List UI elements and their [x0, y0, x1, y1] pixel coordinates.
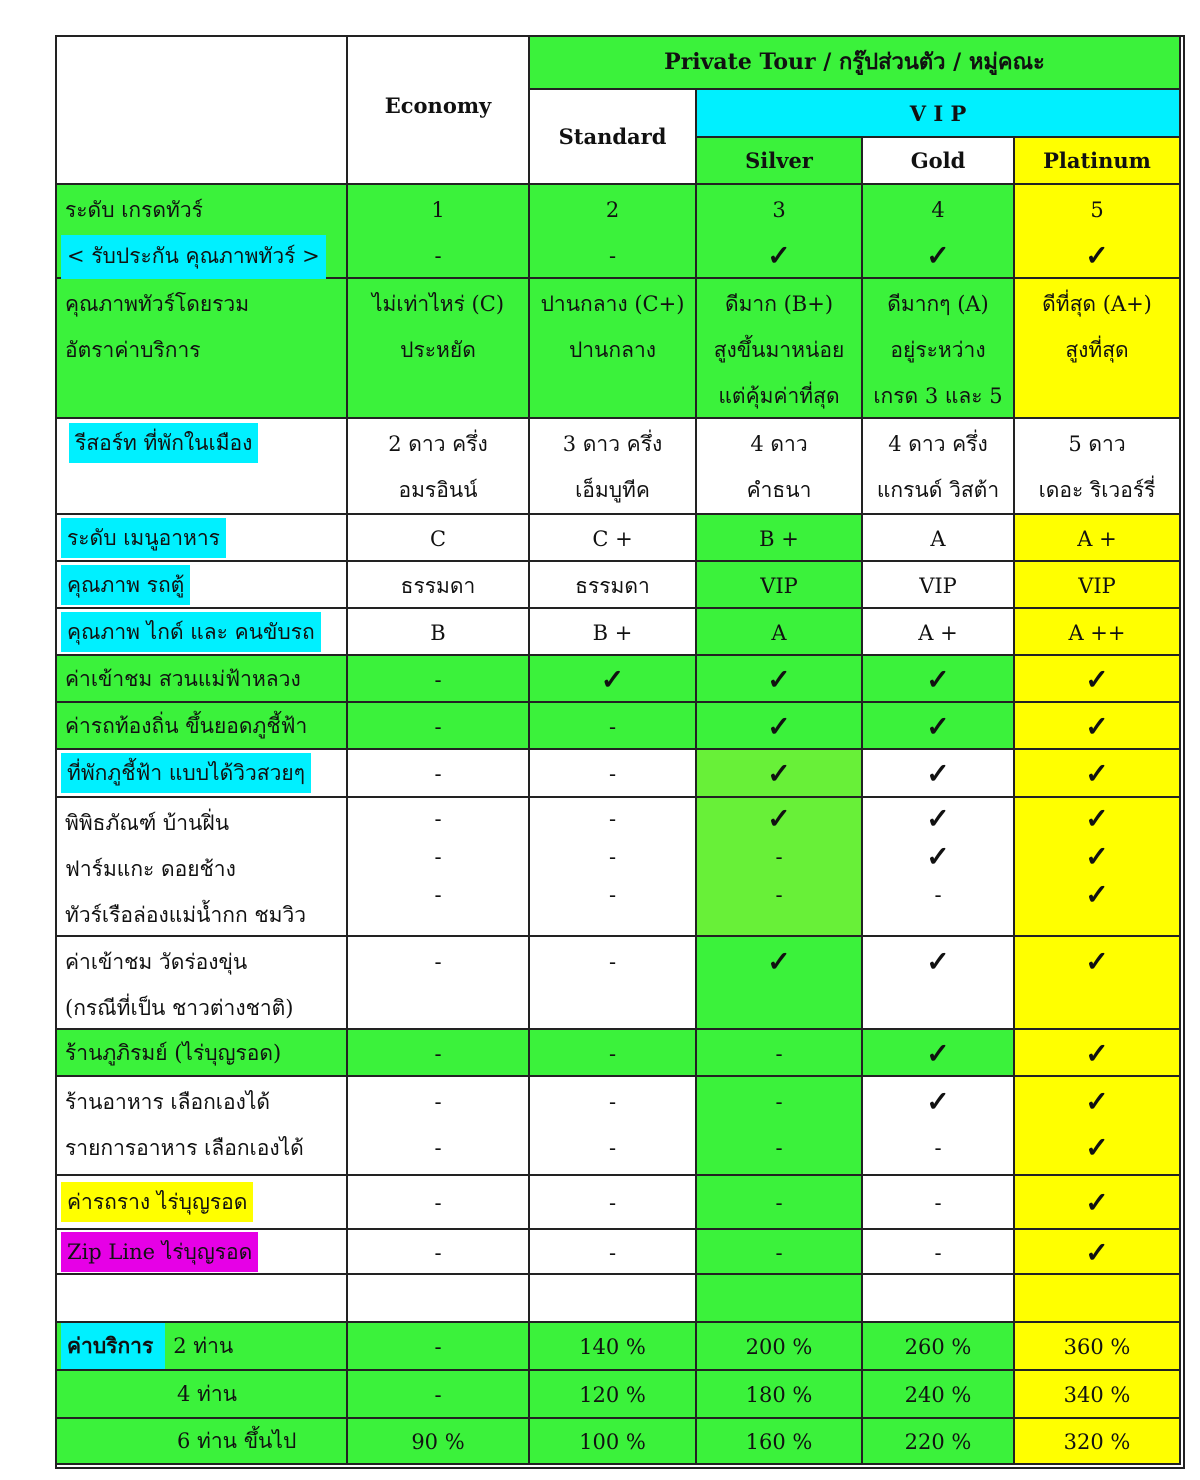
check-icon: ✓ — [767, 802, 791, 835]
cell-text: - — [608, 950, 617, 974]
check-icon: ✓ — [1085, 1236, 1109, 1269]
cell-text: - — [775, 845, 783, 869]
row-label-phuchifa — [55, 750, 348, 798]
cell-text: 4 — [931, 198, 945, 222]
cell-shop-gold — [863, 1030, 1015, 1077]
cell-text: 1 — [431, 198, 445, 222]
cell-price2-gold — [863, 1323, 1015, 1371]
cell-resort-economy — [348, 419, 530, 515]
cell-text: - — [434, 950, 442, 974]
cell-phuchifa-standard — [530, 750, 697, 798]
check-icon: ✓ — [767, 709, 791, 743]
cell-quality-platinum — [1015, 279, 1181, 419]
header-private-tour: Private Tour / กรู๊ปส่วนตัว / หมู่คณะ — [530, 35, 1181, 90]
cell-text: ประหยัด — [400, 338, 476, 362]
cell-shop-silver — [697, 1030, 863, 1077]
cell-food-platinum — [1015, 515, 1181, 562]
cell-localcar-standard — [530, 703, 697, 750]
cell-text: - — [434, 1383, 442, 1407]
cell-text: 140 % — [579, 1335, 646, 1359]
cell-text: 320 % — [1063, 1430, 1131, 1454]
row-label-text: พิพิธภัณฑ์ บ้านฝิ่น — [65, 811, 230, 835]
cell-text: A ++ — [1068, 620, 1126, 645]
cell-text: - — [775, 1090, 783, 1114]
row-label-blank — [55, 1275, 348, 1323]
cell-text: A + — [918, 620, 958, 645]
cell-text: VIP — [1078, 573, 1116, 598]
cell-text: 3 — [772, 198, 786, 222]
cell-garden-gold — [863, 656, 1015, 703]
check-icon: ✓ — [1085, 840, 1109, 873]
check-icon: ✓ — [1085, 945, 1109, 978]
cell-text: A — [930, 526, 946, 551]
cell-text: 360 % — [1063, 1335, 1131, 1359]
row-label-shop — [55, 1030, 348, 1077]
cell-zipline-gold — [863, 1230, 1015, 1275]
row-label-museum — [55, 798, 348, 937]
cell-text: ธรรมดา — [400, 573, 476, 598]
cell-text: 4 ดาว ครึ่ง — [888, 432, 988, 456]
cell-text: - — [434, 1136, 442, 1160]
cell-grade-silver — [697, 185, 863, 279]
cell-text: - — [775, 1041, 783, 1066]
cell-text: 160 % — [745, 1430, 813, 1454]
cell-zipline-platinum — [1015, 1230, 1181, 1275]
cell-resort-gold — [863, 419, 1015, 515]
cell-text: เอ็มบูทีค — [575, 478, 650, 502]
row-label-text: ค่ารถท้องถิ่น ขึ้นยอดภูชี้ฟ้า — [65, 713, 308, 738]
cell-restaurant-gold — [863, 1077, 1015, 1176]
row-label-text: คุณภาพ ไกด์ และ คนขับรถ — [61, 612, 321, 652]
cell-blank-standard — [530, 1275, 697, 1323]
cell-temple-gold — [863, 937, 1015, 1030]
cell-text: อมรอินน์ — [398, 478, 478, 502]
cell-localcar-economy — [348, 703, 530, 750]
row-label-restaurant — [55, 1077, 348, 1176]
row-label-text: ค่าบริการ — [61, 1323, 165, 1369]
cell-text: VIP — [760, 573, 798, 598]
cell-price4-gold — [863, 1371, 1015, 1419]
cell-text: B + — [759, 526, 799, 551]
cell-text: - — [775, 1136, 783, 1160]
cell-text: 3 ดาว ครึ่ง — [562, 432, 663, 456]
row-label-zipline — [55, 1230, 348, 1275]
cell-price2-standard — [530, 1323, 697, 1371]
cell-zipline-silver — [697, 1230, 863, 1275]
cell-text: C + — [592, 526, 633, 551]
cell-phuchifa-platinum — [1015, 750, 1181, 798]
cell-text: - — [608, 714, 617, 739]
row-label-price2 — [55, 1323, 348, 1371]
cell-text: - — [934, 883, 942, 907]
cell-blank-gold — [863, 1275, 1015, 1323]
row-label-text: คุณภาพทัวร์โดยรวม — [65, 292, 250, 316]
cell-text: - — [608, 1041, 617, 1066]
cell-restaurant-standard — [530, 1077, 697, 1176]
corner-cell — [55, 35, 348, 185]
cell-text: 2 ดาว ครึ่ง — [388, 432, 488, 456]
cell-van-standard — [530, 562, 697, 609]
cell-text: คำธนา — [746, 478, 812, 502]
cell-museum-economy — [348, 798, 530, 937]
cell-zipline-standard — [530, 1230, 697, 1275]
cell-quality-economy — [348, 279, 530, 419]
cell-text: - — [608, 845, 617, 869]
cell-text: 120 % — [579, 1383, 646, 1407]
cell-text: 260 % — [904, 1335, 972, 1359]
cell-text: - — [434, 1335, 442, 1359]
cell-text: - — [434, 714, 442, 739]
row-label-text: ฟาร์มแกะ ดอยช้าง — [65, 857, 236, 881]
cell-text: ปานกลาง (C+) — [540, 292, 685, 316]
cell-text: - — [608, 807, 617, 831]
cell-phuchifa-economy — [348, 750, 530, 798]
cell-text: 180 % — [745, 1383, 813, 1407]
cell-resort-platinum — [1015, 419, 1181, 515]
cell-price6-economy — [348, 1419, 530, 1465]
cell-van-economy — [348, 562, 530, 609]
cell-blank-silver — [697, 1275, 863, 1323]
cell-text: 5 — [1090, 198, 1104, 222]
cell-resort-silver — [697, 419, 863, 515]
cell-food-economy — [348, 515, 530, 562]
check-icon: ✓ — [926, 1036, 950, 1070]
cell-price2-silver — [697, 1323, 863, 1371]
cell-text: - — [775, 1241, 783, 1265]
cell-garden-standard — [530, 656, 697, 703]
cell-text: B — [430, 620, 446, 645]
cell-text: ดีมากๆ (A) — [887, 292, 989, 316]
cell-shop-platinum — [1015, 1030, 1181, 1077]
cell-restaurant-silver — [697, 1077, 863, 1176]
cell-shop-economy — [348, 1030, 530, 1077]
row-label-text: อัตราค่าบริการ — [65, 338, 201, 362]
cell-restaurant-platinum — [1015, 1077, 1181, 1176]
cell-phuchifa-silver — [697, 750, 863, 798]
cell-temple-standard — [530, 937, 697, 1030]
cell-text: ดีมาก (B+) — [724, 292, 834, 316]
cell-text: แกรนด์ วิสต้า — [876, 478, 1000, 502]
cell-text: - — [608, 244, 617, 268]
row-label-text: คุณภาพ รถตู้ — [61, 565, 190, 605]
cell-tram-gold — [863, 1176, 1015, 1230]
cell-text: - — [608, 1136, 617, 1160]
cell-shop-standard — [530, 1030, 697, 1077]
cell-text: ไม่เท่าไหร่ (C) — [371, 292, 505, 316]
cell-food-gold — [863, 515, 1015, 562]
cell-van-silver — [697, 562, 863, 609]
cell-zipline-economy — [348, 1230, 530, 1275]
cell-temple-economy — [348, 937, 530, 1030]
row-label-text: Zip Line ไร่บุญรอด — [61, 1232, 258, 1272]
row-label-text: ค่ารถราง ไร่บุญรอด — [61, 1182, 253, 1222]
cell-localcar-gold — [863, 703, 1015, 750]
row-label-text: (กรณีที่เป็น ชาวต่างชาติ) — [65, 996, 294, 1020]
cell-tram-economy — [348, 1176, 530, 1230]
row-label-localcar — [55, 703, 348, 750]
cell-museum-gold — [863, 798, 1015, 937]
cell-text: - — [775, 1191, 783, 1215]
check-icon: ✓ — [926, 945, 950, 978]
check-icon: ✓ — [926, 757, 950, 790]
cell-temple-platinum — [1015, 937, 1181, 1030]
cell-text: อยู่ระหว่าง — [890, 338, 986, 362]
row-label-resort — [55, 419, 348, 515]
cell-text: A — [771, 620, 787, 645]
cell-text: - — [608, 1090, 617, 1114]
cell-text: - — [775, 883, 783, 907]
cell-text: 100 % — [579, 1430, 646, 1454]
cell-guide-standard — [530, 609, 697, 656]
cell-temple-silver — [697, 937, 863, 1030]
cell-text: - — [434, 845, 442, 869]
check-icon: ✓ — [1085, 1131, 1109, 1164]
cell-localcar-silver — [697, 703, 863, 750]
check-icon: ✓ — [1085, 878, 1109, 911]
row-label-text: ร้านอาหาร เลือกเองได้ — [65, 1090, 271, 1114]
cell-text: 90 % — [411, 1430, 465, 1454]
check-icon: ✓ — [926, 1085, 950, 1118]
cell-text: - — [434, 244, 442, 268]
row-label-price6 — [55, 1419, 348, 1465]
row-label-text: ระดับ เมนูอาหาร — [61, 518, 226, 558]
check-icon: ✓ — [926, 840, 950, 873]
cell-food-standard — [530, 515, 697, 562]
check-icon: ✓ — [926, 709, 950, 743]
cell-price4-economy — [348, 1371, 530, 1419]
cell-blank-economy — [348, 1275, 530, 1323]
cell-text: 220 % — [904, 1430, 972, 1454]
row-label-text: 2 ท่าน — [173, 1334, 234, 1358]
row-label-text: ที่พักภูชี้ฟ้า แบบได้วิวสวยๆ — [61, 753, 311, 793]
cell-van-platinum — [1015, 562, 1181, 609]
row-label-temple — [55, 937, 348, 1030]
header-silver: Silver — [697, 138, 863, 185]
cell-text: - — [434, 1090, 442, 1114]
cell-text: แต่คุ้มค่าที่สุด — [718, 384, 840, 408]
cell-text: - — [434, 762, 442, 786]
check-icon: ✓ — [1085, 802, 1109, 835]
cell-price2-economy — [348, 1323, 530, 1371]
cell-price6-gold — [863, 1419, 1015, 1465]
cell-text: ปานกลาง — [568, 338, 657, 362]
check-icon: ✓ — [767, 945, 791, 978]
cell-text: B + — [592, 620, 633, 645]
row-label-text: 4 ท่าน — [177, 1382, 238, 1406]
cell-price2-platinum — [1015, 1323, 1181, 1371]
check-icon: ✓ — [1085, 1186, 1109, 1219]
cell-food-silver — [697, 515, 863, 562]
cell-text: A + — [1077, 526, 1117, 551]
cell-price6-platinum — [1015, 1419, 1181, 1465]
check-icon: ✓ — [767, 662, 791, 696]
cell-grade-standard — [530, 185, 697, 279]
cell-grade-gold — [863, 185, 1015, 279]
cell-text: - — [434, 667, 442, 692]
check-icon: ✓ — [600, 662, 625, 696]
row-label-text: < รับประกัน คุณภาพทัวร์ > — [61, 235, 326, 281]
row-label-text: รายการอาหาร เลือกเองได้ — [65, 1136, 304, 1160]
cell-text: 340 % — [1063, 1383, 1131, 1407]
cell-text: 2 — [605, 198, 620, 222]
check-icon: ✓ — [1085, 1036, 1109, 1070]
row-label-text: ร้านภูภิรมย์ (ไร่บุญรอด) — [65, 1040, 282, 1065]
cell-text: เกรด 3 และ 5 — [873, 384, 1003, 408]
row-label-text: รีสอร์ท ที่พักในเมือง — [69, 423, 258, 463]
check-icon: ✓ — [1085, 662, 1109, 696]
cell-grade-platinum — [1015, 185, 1181, 279]
check-icon: ✓ — [1085, 757, 1109, 790]
cell-guide-gold — [863, 609, 1015, 656]
cell-museum-standard — [530, 798, 697, 937]
cell-price4-silver — [697, 1371, 863, 1419]
check-icon: ✓ — [1085, 1085, 1109, 1118]
cell-text: 5 ดาว — [1068, 432, 1126, 456]
cell-text: - — [608, 1241, 617, 1265]
row-label-text: ทัวร์เรือล่องแม่น้ำกก ชมวิว — [65, 903, 307, 927]
cell-price6-silver — [697, 1419, 863, 1465]
cell-grade-economy — [348, 185, 530, 279]
row-label-food — [55, 515, 348, 562]
cell-museum-platinum — [1015, 798, 1181, 937]
header-vip: V I P — [697, 90, 1181, 138]
cell-text: VIP — [919, 573, 957, 598]
row-label-text: ค่าเข้าชม สวนแม่ฟ้าหลวง — [65, 666, 301, 691]
header-platinum: Platinum — [1015, 138, 1181, 185]
cell-text: - — [934, 1191, 942, 1215]
cell-phuchifa-gold — [863, 750, 1015, 798]
cell-quality-standard — [530, 279, 697, 419]
cell-text: - — [434, 807, 442, 831]
cell-museum-silver — [697, 798, 863, 937]
cell-garden-economy — [348, 656, 530, 703]
cell-tram-platinum — [1015, 1176, 1181, 1230]
cell-guide-silver — [697, 609, 863, 656]
cell-text: - — [608, 1191, 617, 1215]
cell-tram-silver — [697, 1176, 863, 1230]
row-label-grade — [55, 185, 348, 279]
row-label-text: 6 ท่าน ขึ้นไป — [177, 1429, 297, 1453]
cell-resort-standard — [530, 419, 697, 515]
cell-text: สูงที่สุด — [1065, 338, 1129, 362]
cell-text: 240 % — [904, 1383, 972, 1407]
tour-comparison-table — [55, 35, 1183, 1467]
cell-text: 4 ดาว — [750, 432, 808, 456]
cell-text: 200 % — [745, 1335, 813, 1359]
check-icon: ✓ — [926, 802, 950, 835]
cell-price4-standard — [530, 1371, 697, 1419]
cell-garden-platinum — [1015, 656, 1181, 703]
cell-text: - — [434, 1041, 442, 1066]
cell-price6-standard — [530, 1419, 697, 1465]
row-label-quality — [55, 279, 348, 419]
cell-text: - — [934, 1136, 942, 1160]
cell-price4-platinum — [1015, 1371, 1181, 1419]
cell-text: - — [434, 1191, 442, 1215]
row-label-guide — [55, 609, 348, 656]
cell-text: - — [608, 883, 617, 907]
row-label-tram — [55, 1176, 348, 1230]
cell-text: ธรรมดา — [575, 573, 650, 598]
cell-text: เดอะ ริเวอร์รี่ — [1038, 478, 1156, 502]
cell-blank-platinum — [1015, 1275, 1181, 1323]
cell-quality-gold — [863, 279, 1015, 419]
cell-garden-silver — [697, 656, 863, 703]
header-gold: Gold — [863, 138, 1015, 185]
header-economy: Economy — [348, 35, 530, 185]
header-standard: Standard — [530, 90, 697, 185]
row-label-van — [55, 562, 348, 609]
cell-guide-economy — [348, 609, 530, 656]
cell-restaurant-economy — [348, 1077, 530, 1176]
cell-text: - — [608, 762, 617, 786]
cell-tram-standard — [530, 1176, 697, 1230]
check-icon: ✓ — [1085, 709, 1109, 743]
row-label-text: ระดับ เกรดทัวร์ — [65, 198, 203, 222]
cell-text: C — [429, 526, 447, 551]
cell-van-gold — [863, 562, 1015, 609]
check-icon: ✓ — [926, 239, 950, 272]
check-icon: ✓ — [767, 239, 791, 272]
row-label-text: ค่าเข้าชม วัดร่องขุ่น — [65, 950, 248, 974]
cell-text: - — [434, 883, 442, 907]
row-label-price4 — [55, 1371, 348, 1419]
cell-quality-silver — [697, 279, 863, 419]
row-label-garden — [55, 656, 348, 703]
cell-guide-platinum — [1015, 609, 1181, 656]
cell-text: - — [434, 1241, 442, 1265]
check-icon: ✓ — [1085, 239, 1109, 272]
cell-localcar-platinum — [1015, 703, 1181, 750]
cell-text: ดีที่สุด (A+) — [1042, 292, 1152, 316]
cell-text: - — [934, 1241, 942, 1265]
check-icon: ✓ — [926, 662, 950, 696]
cell-text: สูงขึ้นมาหน่อย — [713, 338, 845, 362]
check-icon: ✓ — [767, 757, 791, 790]
